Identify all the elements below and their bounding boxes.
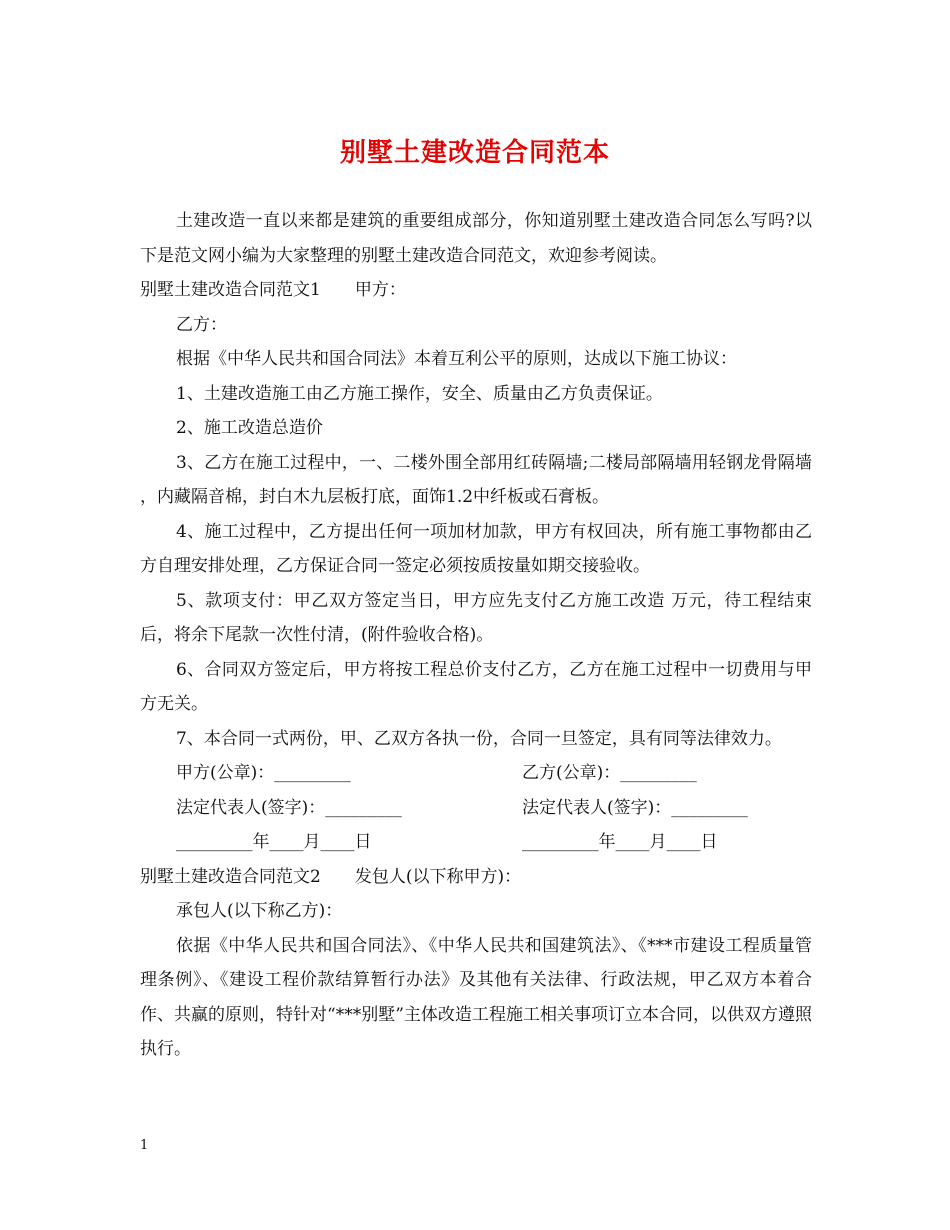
sample2-heading: 别墅土建改造合同范文2 发包人(以下称甲方)： [140,866,522,887]
sample2-contractor: 承包人(以下称乙方)： [176,901,343,921]
clause-7: 7、本合同一式两份，甲、乙双方各执一份，合同一旦签定，具有同等法律效力。 [176,728,782,749]
sample1-basis: 根据《中华人民共和国合同法》本着互利公平的原则，达成以下施工协议： [176,349,737,369]
page-number: 1 [140,1138,149,1153]
clause-2: 2、施工改造总造价 [176,418,323,438]
party-a-date-line: _________年____月____日 [176,832,372,852]
clause-6: 6、合同双方签定后，甲方将按工程总价支付乙方，乙方在施工过程中一切费用与甲方无关。 [140,659,812,714]
document-body [140,204,812,1067]
clause-4: 4、施工过程中，乙方提出任何一项加材加款，甲方有权回决，所有施工事物都由乙方自理安排处理，乙方保证合同一签定必须按质按量如期交接验收。 [140,521,812,576]
party-b-seal-line: 乙方(公章)：_________ [522,763,697,783]
signature-row-date [140,825,812,860]
intro-paragraph: 土建改造一直以来都是建筑的重要组成部分，你知道别墅土建改造合同怎么写吗?以下是范文网小编为大家整理的别墅土建改造合同范文，欢迎参考阅读。 [140,211,812,266]
party-b-rep-line: 法定代表人(签字)：_________ [522,797,748,818]
clause-3: 3、乙方在施工过程中，一、二楼外围全部用红砖隔墙;二楼局部隔墙用轻钢龙骨隔墙 ，内藏隔音棉，封白木九层板打底，面饰1.2中纤板或石膏板。 [140,452,812,507]
party-a-rep-line: 法定代表人(签字)：_________ [176,797,402,818]
sample1-party-b: 乙方： [176,314,227,335]
document-title: 别墅土建改造合同范本 [339,138,610,168]
sample1-heading: 别墅土建改造合同范文1 甲方： [140,280,406,300]
clause-5: 5、款项支付：甲乙双方签定当日，甲方应先支付乙方施工改造 万元，待工程结束后，将余下尾款一次性付清，(附件验收合格)。 [140,590,812,645]
sample2-basis: 依据《中华人民共和国合同法》、《中华人民共和国建筑法》、《***市建设工程质量管理条例》、《建设工程价款结算暂行办法》及其他有关法律、行政法规，甲乙双方本着合作、共赢的原则，特针对“***别墅”主体改造工程施工相关事项订立本合同，以供双方遵照执行。 [140,935,812,1059]
signature-row-rep [140,791,812,826]
party-a-seal-line: 甲方(公章)：_________ [176,763,351,783]
party-b-date-line: _________年____月____日 [522,832,718,852]
clause-1: 1、土建改造施工由乙方施工操作，安全、质量由乙方负责保证。 [176,383,663,404]
signature-row-seal [140,756,812,791]
